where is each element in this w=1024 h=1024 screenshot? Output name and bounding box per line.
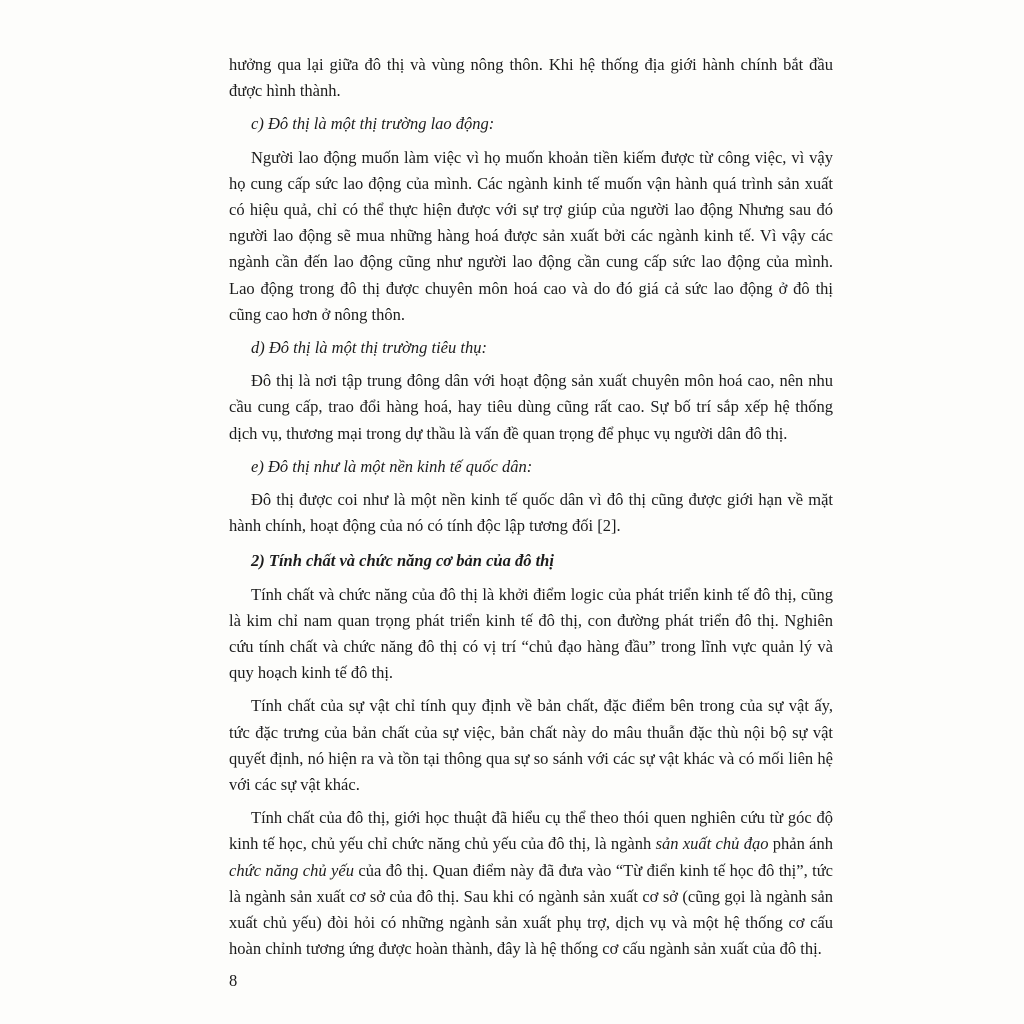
text-run: phản ánh — [768, 834, 833, 854]
page-body — [229, 52, 833, 963]
paragraph-labor-market: Người lao động muốn làm việc vì họ muốn khoản tiền kiếm được từ công việc, vì vậy họ cung cấp sức lao động của mình. Các ngành kinh tế muốn vận hành quá trình sản xuất có hiệu quả, chỉ có thể thực hiện được với sự trợ giúp của người lao động Nhưng sau đó người lao động sẽ mua những hàng hoá được sản xuất bởi các ngành kinh tế. Vì vậy các ngành cần đến lao động cũng như người lao động cần cung cấp sức lao động của mình. Lao động trong đô thị được chuyên môn hoá cao và do đó giá cả sức lao động ở đô thị cũng cao hơn ở nông thôn. — [229, 147, 833, 324]
emphasis-main-function: chức năng chủ yếu — [229, 860, 354, 880]
subheading-labor-market: c) Đô thị là một thị trường lao động: — [251, 114, 495, 134]
subheading-national-economy: e) Đô thị như là một nền kinh tế quốc dân: — [251, 456, 533, 476]
paragraph-continuation: hưởng qua lại giữa đô thị và vùng nông thôn. Khi hệ thống địa giới hành chính bắt đầu được hình thành. — [229, 55, 833, 101]
paragraph-properties-intro: Tính chất và chức năng của đô thị là khởi điểm logic của phát triển kinh tế đô thị, cũng là kim chỉ nam quan trọng phát triển kinh tế đô thị, con đường phát triển đô thị. Nghiên cứu tính chất và chức năng đô thị có vị trí “chủ đạo hàng đầu” trong lĩnh vực quản lý và quy hoạch kinh tế đô thị. — [229, 584, 833, 683]
paragraph-consumer-market: Đô thị là nơi tập trung đông dân với hoạt động sản xuất chuyên môn hoá cao, nên nhu cầu cung cấp, trao đổi hàng hoá, hay tiêu dùng cũng rất cao. Sự bố trí sắp xếp hệ thống dịch vụ, thương mại trong dự thầu là vấn đề quan trọng để phục vụ người dân đô thị. — [229, 371, 833, 443]
paragraph-national-economy: Đô thị được coi như là một nền kinh tế quốc dân vì đô thị cũng được giới hạn về mặt hành chính, hoạt động của nó có tính độc lập tương đối [2]. — [229, 490, 833, 536]
page-number: 8 — [229, 971, 238, 990]
emphasis-leading-production: sản xuất chủ đạo — [655, 834, 769, 854]
paragraph-nature-of-things: Tính chất của sự vật chỉ tính quy định về bản chất, đặc điểm bên trong của sự vật ấy, tức đặc trưng của bản chất của sự việc, bản chất này do mâu thuẫn đặc thù nội bộ sự vật quyết định, nó hiện ra và tồn tại thông qua sự so sánh với các sự vật khác và có mối liên hệ với các sự vật khác. — [229, 696, 833, 795]
paragraph-urban-nature — [229, 805, 833, 962]
subheading-consumer-market: d) Đô thị là một thị trường tiêu thụ: — [251, 338, 487, 358]
text-run: Tính chất của đô thị, giới học thuật đã hiểu cụ thể theo thói quen nghiên cứu từ góc độ kinh tế học, chủ yếu chỉ chức năng chủ yếu của đô thị, là ngành — [229, 808, 833, 854]
text-run: của đô thị. Quan điểm này đã đưa vào “Từ điển kinh tế học đô thị”, tức là ngành sản xuất cơ sở của đô thị. Sau khi có ngành sản xuất cơ sở (cũng gọi là ngành sản xuất chủ yếu) đòi hỏi có những ngành sản xuất phụ trợ, dịch vụ và một hệ thống cơ cấu hoàn chỉnh tương ứng được hoàn thành, đây là hệ thống cơ cấu ngành sản xuất của đô thị. — [229, 860, 833, 959]
section-heading-properties-functions: 2) Tính chất và chức năng cơ bản của đô thị — [251, 551, 554, 571]
